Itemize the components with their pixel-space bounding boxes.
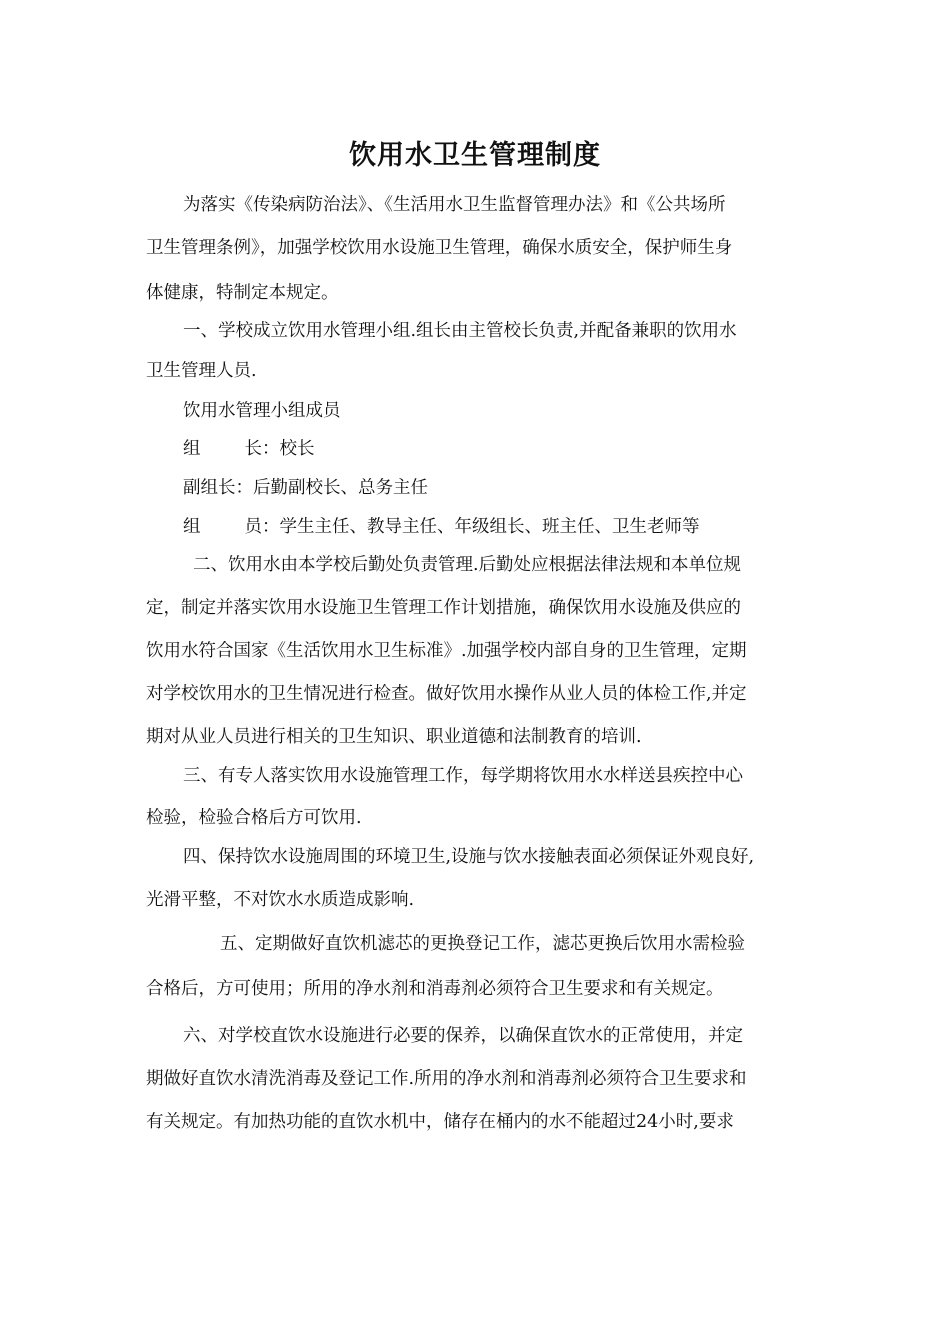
s2-text-c: 本学校后勤处负责管理.后勤处应根据法律法规和本单位规: [298, 555, 742, 575]
section-2-line-3: 饮用水符合国家《生活饮用水卫生标准》.加强学校内部自身的卫生管理，定期: [146, 641, 747, 661]
section-3-line-1: [183, 761, 743, 791]
s5-text-a: 五、定期做好直饮机滤芯的更换登记工作，滤芯更换后: [220, 934, 640, 954]
s2-text-d: 定，制定并落实: [146, 598, 269, 618]
section-6-line-3: 有关规定。有加热功能的直饮水机中，储存在桶内的水不能超过24小时,要求: [146, 1112, 734, 1132]
section-6-line-1: 六、对学校直饮水设施进行必要的保养，以确保直饮水的正常使用，并定: [183, 1026, 743, 1046]
s2-text-a: 二、: [193, 555, 228, 575]
members-title: 饮用水管理小组成员: [183, 401, 341, 421]
section-1-line-2: 卫生管理人员.: [146, 361, 257, 381]
leader-label-b: 长：校长: [244, 439, 315, 459]
s3-text-c: 设施管理工作，每学期将饮用水水样送县疾控中心: [358, 766, 743, 786]
section-6-line-2: 期做好直饮水清洗消毒及登记工作.所用的净水剂和消毒剂必须符合卫生要求和: [146, 1069, 747, 1089]
section-2-line-5: 期对从业人员进行相关的卫生知识、职业道德和法制教育的培训.: [146, 727, 642, 747]
s3-emph: 饮用水: [305, 766, 358, 786]
intro-line-3: 体健康，特制定本规定。: [146, 283, 339, 303]
member-label-a: 组: [183, 517, 201, 537]
section-2-line-2: [146, 593, 741, 623]
leader-label-a: 组: [183, 439, 201, 459]
member-line: [183, 512, 700, 542]
intro-line-2: 卫生管理条例》，加强学校饮用水设施卫生管理，确保水质安全，保护师生身: [146, 238, 733, 258]
section-4-line-1: 四、保持饮水设施周围的环境卫生,设施与饮水接触表面必须保证外观良好,: [183, 847, 755, 867]
section-5-line-2: 合格后，方可使用；所用的净水剂和消毒剂必须符合卫生要求和有关规定。: [146, 979, 724, 999]
section-5-line-1: [220, 929, 745, 959]
intro-line-1: 为落实《传染病防治法》、《生活用水卫生监督管理办法》和《公共场所: [183, 195, 726, 215]
s3-text-a: 三、有专人落实: [183, 766, 306, 786]
s2-text-e: 设施卫生管理工作计划措施，确保饮用水设施及供应的: [321, 598, 741, 618]
section-3-line-2: 检验，检验合格后方可饮用.: [146, 808, 362, 828]
section-1-line-1: 一、学校成立饮用水管理小组.组长由主管校长负责,并配备兼职的饮用水: [183, 321, 737, 341]
deputy-line: 副组长：后勤副校长、总务主任: [183, 478, 428, 498]
member-label-b: 员：学生主任、教导主任、年级组长、班主任、卫生老师等: [244, 517, 700, 537]
leader-line: [183, 434, 315, 464]
s5-text-c: 需检验: [692, 934, 745, 954]
section-2-line-4: 对学校饮用水的卫生情况进行检查。做好饮用水操作从业人员的体检工作,并定: [146, 684, 747, 704]
section-4-line-2: 光滑平整，不对饮水水质造成影响.: [146, 890, 415, 910]
s2-emph-2: 饮用水: [268, 598, 321, 618]
document-title: 饮用水卫生管理制度: [349, 140, 601, 171]
s2-emph-1: 饮用水由: [228, 555, 298, 575]
s5-emph: 饮用水: [640, 934, 693, 954]
section-2-line-1: [193, 550, 741, 580]
